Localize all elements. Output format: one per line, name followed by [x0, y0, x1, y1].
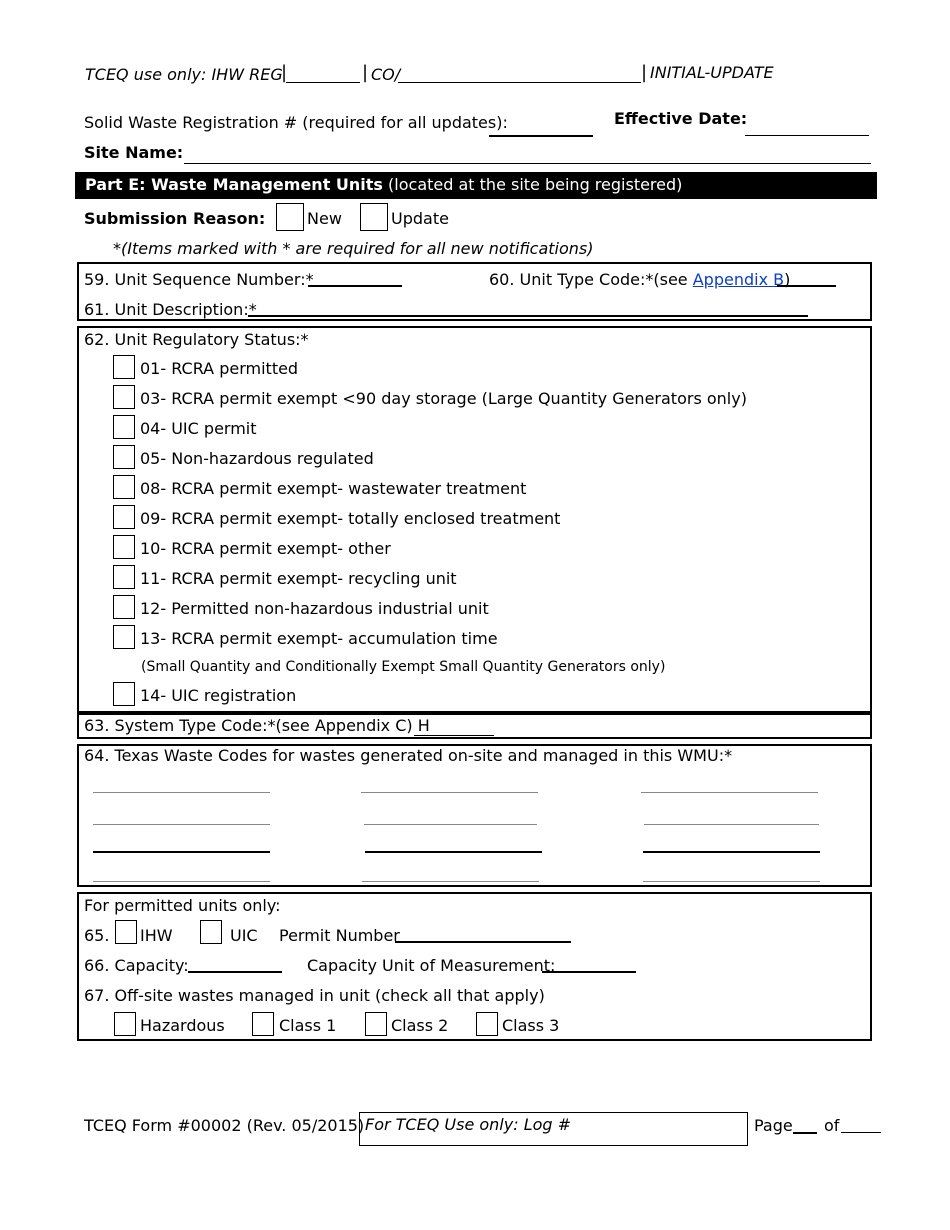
capacity-unit-field[interactable] [542, 971, 636, 973]
class-1-checkbox[interactable] [252, 1012, 274, 1036]
required-note: *(Items marked with * are required for all new notifications) [113, 239, 594, 258]
status-13-checkbox[interactable] [113, 625, 135, 649]
capacity-unit-label: Capacity Unit of Measurement: [307, 956, 556, 975]
waste-code-field[interactable] [643, 851, 820, 853]
unit-description-field[interactable] [248, 315, 808, 317]
status-04-label: 04- UIC permit [140, 419, 257, 438]
initial-update-label: INITIAL-UPDATE [650, 63, 774, 82]
ihw-checkbox[interactable] [115, 920, 137, 944]
waste-code-field[interactable] [93, 851, 270, 853]
separator: | [641, 62, 648, 83]
ihw-reg-field[interactable] [286, 82, 360, 83]
waste-code-field[interactable] [365, 851, 542, 853]
class-2-label: Class 2 [391, 1016, 449, 1035]
capacity-field[interactable] [188, 971, 282, 973]
update-label: Update [391, 209, 449, 228]
status-11-label: 11- RCRA permit exempt- recycling unit [140, 569, 457, 588]
status-12-label: 12- Permitted non-hazardous industrial unit [140, 599, 489, 618]
status-14-label: 14- UIC registration [140, 686, 297, 705]
section-title: Part E: Waste Management Units [85, 175, 383, 194]
class-1-label: Class 1 [279, 1016, 337, 1035]
waste-codes-label: 64. Texas Waste Codes for wastes generated on-site and managed in this WMU:* [84, 746, 733, 765]
log-number-box[interactable] [359, 1112, 748, 1146]
system-type-field[interactable] [414, 735, 494, 736]
class-3-checkbox[interactable] [476, 1012, 498, 1036]
site-name-field[interactable] [184, 163, 871, 164]
regulatory-status-label: 62. Unit Regulatory Status:* [84, 330, 309, 349]
status-03-checkbox[interactable] [113, 385, 135, 409]
status-11-checkbox[interactable] [113, 565, 135, 589]
tceq-use-only-label: TCEQ use only: IHW REG [85, 65, 283, 84]
new-label: New [307, 209, 342, 228]
permit-number-label: Permit Number [279, 926, 400, 945]
hazardous-checkbox[interactable] [114, 1012, 136, 1036]
q65-label: 65. [84, 926, 110, 945]
status-05-label: 05- Non-hazardous regulated [140, 449, 374, 468]
of-label: of [824, 1116, 840, 1135]
registration-field[interactable] [489, 135, 593, 137]
unit-type-label [489, 270, 790, 289]
page-number-field[interactable] [793, 1132, 817, 1134]
waste-code-field[interactable] [641, 792, 818, 793]
log-number-label: For TCEQ Use only: Log # [365, 1115, 572, 1134]
waste-code-field[interactable] [93, 881, 270, 882]
waste-code-field[interactable] [364, 824, 537, 825]
separator: | [281, 62, 288, 83]
separator: | [362, 62, 369, 83]
page-total-field[interactable] [841, 1132, 881, 1133]
unit-type-suffix: ) [784, 270, 791, 289]
status-09-checkbox[interactable] [113, 505, 135, 529]
waste-code-field[interactable] [362, 881, 539, 882]
site-name-label: Site Name: [84, 143, 184, 162]
unit-sequence-field[interactable] [308, 285, 402, 287]
hazardous-label: Hazardous [140, 1016, 225, 1035]
status-09-label: 09- RCRA permit exempt- totally enclosed treatment [140, 509, 561, 528]
co-field[interactable] [398, 82, 641, 83]
status-08-label: 08- RCRA permit exempt- wastewater treatment [140, 479, 527, 498]
status-03-label: 03- RCRA permit exempt <90 day storage (Large Quantity Generators only) [140, 389, 747, 408]
effective-date-field[interactable] [745, 135, 869, 136]
waste-code-field[interactable] [93, 824, 270, 825]
section-header [75, 172, 877, 199]
unit-type-field[interactable] [777, 285, 836, 287]
section-subtitle: (located at the site being registered) [388, 175, 683, 194]
status-04-checkbox[interactable] [113, 415, 135, 439]
new-checkbox[interactable] [276, 203, 304, 231]
uic-checkbox[interactable] [200, 920, 222, 944]
permitted-units-label: For permitted units only: [84, 896, 281, 915]
status-12-checkbox[interactable] [113, 595, 135, 619]
co-label: CO/ [371, 65, 401, 84]
status-10-label: 10- RCRA permit exempt- other [140, 539, 391, 558]
effective-date-label: Effective Date: [614, 109, 748, 128]
waste-code-field[interactable] [361, 792, 538, 793]
status-05-checkbox[interactable] [113, 445, 135, 469]
waste-codes-box [77, 744, 872, 887]
system-type-label: 63. System Type Code:*(see Appendix C) H [84, 716, 430, 735]
status-13-label: 13- RCRA permit exempt- accumulation time [140, 629, 498, 648]
unit-sequence-label: 59. Unit Sequence Number:* [84, 270, 314, 289]
waste-code-field[interactable] [93, 792, 270, 793]
status-14-checkbox[interactable] [113, 682, 135, 706]
appendix-b-link[interactable]: Appendix B [692, 270, 785, 289]
page-label: Page [754, 1116, 793, 1135]
permit-number-field[interactable] [395, 941, 571, 943]
unit-description-label: 61. Unit Description:* [84, 300, 257, 319]
status-10-checkbox[interactable] [113, 535, 135, 559]
registration-label: Solid Waste Registration # (required for all updates): [84, 113, 508, 132]
waste-code-field[interactable] [643, 881, 820, 882]
update-checkbox[interactable] [360, 203, 388, 231]
status-13-note: (Small Quantity and Conditionally Exempt Small Quantity Generators only) [141, 659, 666, 675]
capacity-label: 66. Capacity: [84, 956, 189, 975]
class-2-checkbox[interactable] [365, 1012, 387, 1036]
form-number: TCEQ Form #00002 (Rev. 05/2015) [84, 1116, 365, 1135]
status-01-checkbox[interactable] [113, 355, 135, 379]
unit-type-prefix: 60. Unit Type Code:*(see [489, 270, 693, 289]
status-08-checkbox[interactable] [113, 475, 135, 499]
uic-label: UIC [230, 926, 258, 945]
status-01-label: 01- RCRA permitted [140, 359, 299, 378]
waste-code-field[interactable] [644, 824, 819, 825]
class-3-label: Class 3 [502, 1016, 560, 1035]
offsite-wastes-label: 67. Off-site wastes managed in unit (check all that apply) [84, 986, 545, 1005]
ihw-label: IHW [140, 926, 173, 945]
submission-reason-label: Submission Reason: [84, 209, 266, 228]
